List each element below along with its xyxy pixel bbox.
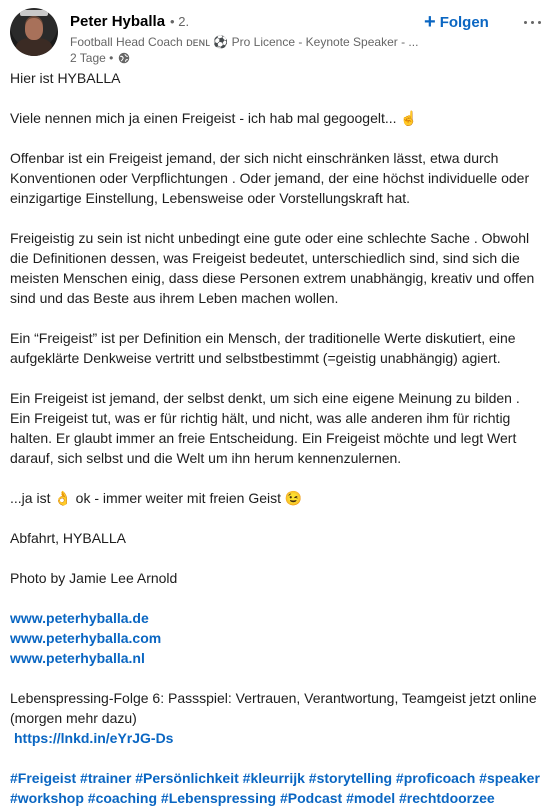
more-options-icon[interactable] — [522, 12, 542, 32]
follow-button[interactable] — [424, 13, 489, 31]
post-paragraph: Ein Freigeist ist jemand, der selbst denkt, um sich eine eigene Meinung zu bilden . Ein Freigeist tut, was er für richtig hält, und nicht, was alle anderen ihm für richtig halten. Er glaubt immer an freie Entscheidung. Ein Freigeist möchte und legt Wert darauf, sich selbst und die Welt um ihn herum kennenzulernen. — [10, 390, 520, 466]
website-link-de[interactable]: www.peterhyballa.de — [10, 610, 149, 626]
connection-degree: • 2. — [170, 13, 190, 29]
post-paragraph: Viele nennen mich ja einen Freigeist - ich hab mal gegoogelt... ☝️ — [10, 110, 418, 126]
dot — [531, 21, 534, 24]
avatar[interactable] — [10, 8, 58, 56]
post-paragraph: Hier ist HYBALLA — [10, 70, 121, 86]
post-header — [10, 8, 540, 64]
post-paragraph: Photo by Jamie Lee Arnold — [10, 570, 178, 586]
plus-icon: + — [424, 11, 436, 33]
post-body — [10, 68, 540, 808]
post-time — [70, 51, 130, 65]
dot — [538, 21, 541, 24]
short-link[interactable]: https://lnkd.in/eYrJG-Ds — [14, 730, 174, 746]
post-paragraph: ...ja ist 👌 ok - immer weiter mit freien Geist 😉 — [10, 490, 303, 506]
avatar-badge — [20, 10, 48, 16]
hashtags[interactable]: #Freigeist #trainer #Persönlichkeit #kleurrijk #storytelling #proficoach #speaker #workshop #coaching #Lebenspressing #Podcast #model #rechtdoorzee — [10, 770, 540, 806]
dot — [524, 21, 527, 24]
author-name[interactable]: Peter Hyballa — [70, 12, 166, 30]
follow-label: Folgen — [439, 13, 489, 31]
author-headline: Football Head Coach ᴅᴇɴʟ ⚽ Pro Licence - Keynote Speaker - ... — [70, 35, 419, 49]
avatar-body — [16, 38, 52, 56]
post-paragraph: Lebenspressing-Folge 6: Passspiel: Vertrauen, Verantwortung, Teamgeist jetzt online (morgen mehr dazu) — [10, 690, 537, 726]
post-time-text: 2 Tage • — [70, 51, 114, 65]
website-link-nl[interactable]: www.peterhyballa.nl — [10, 650, 145, 666]
globe-icon — [118, 52, 130, 64]
website-link-com[interactable]: www.peterhyballa.com — [10, 630, 162, 646]
name-row — [70, 11, 189, 31]
post-paragraph: Abfahrt, HYBALLA — [10, 530, 126, 546]
post-paragraph: Freigeistig zu sein ist nicht unbedingt eine gute oder eine schlechte Sache . Obwohl die Definitionen dessen, was Freigeist bedeutet, unterschiedlich sind, sind sich die meisten Menschen einig, dass diese Personen extrem unabhängig, kreativ und offen sind und das Beste aus ihrem Leben machen wollen. — [10, 230, 535, 306]
avatar-face — [25, 18, 43, 40]
post-paragraph: Ein “Freigeist” ist per Definition ein Mensch, der traditionelle Werte diskutiert, eine aufgeklärte Denkweise vertritt und selbstbestimmt (=geistig unabhängig) agiert. — [10, 330, 516, 366]
post-paragraph: Offenbar ist ein Freigeist jemand, der sich nicht einschränken lässt, etwa durch Konventionen oder Verpflichtungen . Oder jemand, der eine höchst individuelle oder einzigartige Einstellung, Lebensweise oder Vorstellungskraft hat. — [10, 150, 530, 206]
